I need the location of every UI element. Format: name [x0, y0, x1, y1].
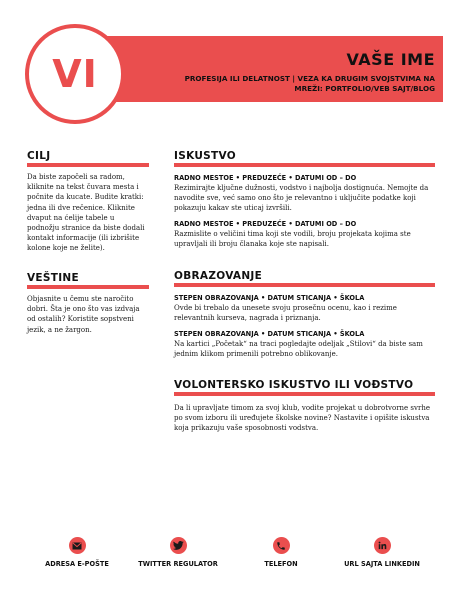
skills-rule — [27, 285, 149, 289]
education-rule — [174, 283, 435, 287]
education-title: OBRAZOVANJE — [174, 270, 263, 282]
education-entry-heading[interactable]: STEPEN OBRAZOVANJA • DATUM STICANJA • ŠKOLA — [174, 330, 365, 338]
experience-entry-text[interactable]: Razmislite o veličini tima koji ste vodili, broju projekata kojima ste upravljali ili broju članaka koje ste napisali. — [174, 230, 411, 249]
contact-twitter[interactable] — [128, 537, 228, 568]
resume-subtitle[interactable]: PROFESIJA ILI DELATNOST | VEZA KA DRUGIM SVOJSTVIMA NA MREŽI: PORTFOLIO/VEB SAJT/BLOG — [184, 74, 435, 93]
experience-title: ISKUSTVO — [174, 150, 236, 162]
twitter-icon — [170, 537, 187, 554]
volunteer-title: VOLONTERSKO ISKUSTVO ILI VOĐSTVO — [174, 379, 414, 391]
contact-label: URL SAJTA LINKEDIN — [344, 560, 420, 568]
volunteer-text[interactable]: Da li upravljate timom za svoj klub, vodite projekat u dobrotvorne svrhe po svom izboru ili uređujete školske novine? Nastavite i opišite iskustva koja prikazuju vaše sposobnosti vodstva. — [174, 404, 430, 433]
experience-rule — [174, 163, 435, 167]
contact-linkedin[interactable] — [332, 537, 432, 568]
monogram-initials: VI — [52, 52, 98, 96]
phone-icon — [273, 537, 290, 554]
contact-email[interactable] — [27, 537, 127, 568]
resume-name[interactable]: VAŠE IME — [346, 50, 435, 69]
skills-text[interactable]: Objasnite u čemu ste naročito dobri. Šta je ono što vas izdvaja od ostalih? Koristite sopstveni jezik, a ne žargon. — [27, 295, 140, 334]
contact-phone[interactable] — [231, 537, 331, 568]
education-entry-text[interactable]: Na kartici „Početak“ na traci pogledajte odeljak „Stilovi“ da biste sam jednim klikom primenili potrebno oblikovanje. — [174, 340, 423, 359]
linkedin-icon — [374, 537, 391, 554]
experience-entry-heading[interactable]: RADNO MESTOE • PREDUZEĆE • DATUMI OD – DO — [174, 220, 357, 228]
contact-label: ADRESA E-POŠTE — [45, 560, 109, 568]
goal-text[interactable]: Da biste započeli sa radom, kliknite na tekst čuvara mesta i počnite da kucate. Budite kratki: jedna ili dve rečenice. Kliknite dvaput na ćelije tabele u podnožju stranice da biste dodali kontakt informacije (ili izbrišite kolone koje ne želite). — [27, 173, 145, 253]
skills-title: VEŠTINE — [27, 272, 79, 284]
monogram-circle — [25, 24, 125, 124]
goal-title: CILJ — [27, 150, 51, 162]
volunteer-rule — [174, 392, 435, 396]
contact-label: TELEFON — [264, 560, 298, 568]
email-icon — [69, 537, 86, 554]
education-entry-heading[interactable]: STEPEN OBRAZOVANJA • DATUM STICANJA • ŠKOLA — [174, 294, 365, 302]
goal-rule — [27, 163, 149, 167]
experience-entry-heading[interactable]: RADNO MESTOE • PREDUZEĆE • DATUMI OD – DO — [174, 174, 357, 182]
experience-entry-text[interactable]: Rezimirajte ključne dužnosti, vodstvo i najbolja dostignuća. Nemojte da navodite sve, već samo ono što je relevantno i uključite podatke koji pokazuju kakav ste uticaj izvršili. — [174, 184, 429, 213]
education-entry-text[interactable]: Ovde bi trebalo da unesete svoju prosečnu ocenu, kao i rezime relevantnih kurseva, nagrada i priznanja. — [174, 304, 397, 323]
contact-label: TWITTER REGULATOR — [138, 560, 218, 568]
